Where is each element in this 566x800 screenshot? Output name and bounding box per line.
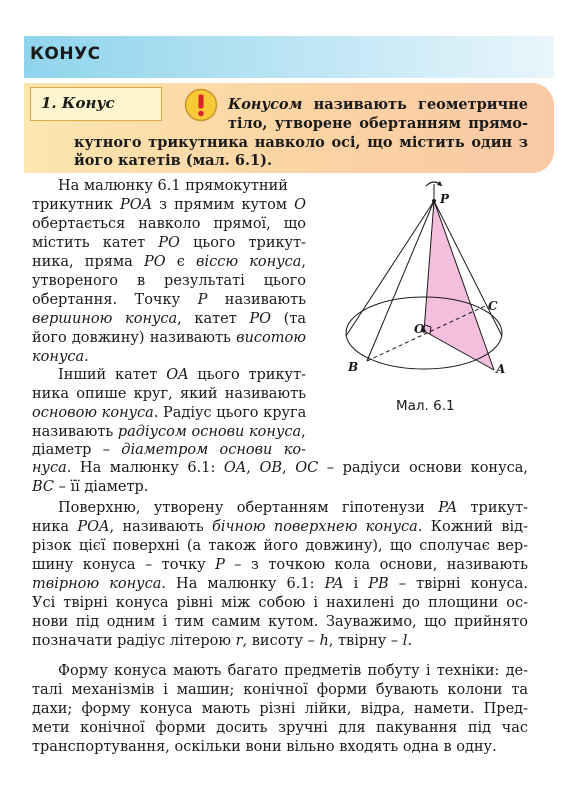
p3-line-3: різок цієї поверхні (а також його довжину), що сполучає вер- — [32, 538, 528, 554]
p2-line-5: діаметр – діаметром основи ко- — [32, 442, 306, 458]
p4-line-4: мети конічної форми досить зручні для пакування під час — [32, 720, 528, 736]
p1-line-7: обертання. Точку P називають — [32, 292, 307, 308]
p2-line-4: називають радіусом основи конуса, — [32, 424, 306, 440]
p1-line-9: його довжину) називають висотою — [32, 330, 306, 346]
cone-figure — [330, 176, 530, 396]
definition-line-4: його катетів (мал. 6.1). — [74, 152, 273, 169]
generatrix-pb — [367, 201, 434, 361]
p4-line-5: транспортування, оскільки вони вільно входять одна в одну. — [32, 739, 497, 755]
label-c: C — [488, 299, 498, 313]
section-label-text: 1. Конус — [41, 94, 115, 112]
p2-line-7: BC – її діаметр. — [32, 479, 149, 495]
p1-line-1: На малюнку 6.1 прямокутний — [58, 178, 288, 194]
label-o: O — [414, 322, 425, 336]
p2-line-2: ника опише круг, який називають — [32, 386, 306, 402]
p3-line-7: нови під одним і тим самим кутом. Зауважимо, що прийнято — [32, 614, 528, 630]
figure-caption: Мал. 6.1 — [396, 398, 455, 414]
p3-line-6: Усі твірні конуса рівні між собою і нахилені до площини ос- — [32, 595, 528, 611]
exclamation-icon — [184, 88, 218, 122]
p1-line-4: містить катет PO цього трикут- — [32, 235, 306, 251]
p3-line-4: шину конуса – точку P – з точкою кола основи, називають — [32, 557, 528, 573]
p3-line-5: твірною конуса. На малюнку 6.1: PA і PB – твірні конуса. — [32, 576, 528, 592]
p2-line-3: основою конуса. Радіус цього круга — [32, 405, 307, 421]
p1-line-3: обертається навколо прямої, що — [32, 216, 306, 232]
p4-line-1: Форму конуса мають багато предметів побуту і техніки: де- — [58, 663, 528, 679]
term-cone: Конусом — [228, 96, 303, 113]
p4-line-2: талі механізмів і машин; конічної форми бувають колони та — [32, 682, 528, 698]
p3-line-8: позначати радіус літерою r, висоту – h, твірну – l. — [32, 633, 413, 649]
section-label — [30, 87, 162, 121]
definition-line-3: кутного трикутника навколо осі, що містить один з — [74, 134, 528, 151]
definition-line-2: тіло, утворене обертанням прямо- — [228, 115, 528, 132]
p1-line-5: ника, пряма PO є віссю конуса, — [32, 254, 307, 270]
generatrix-left — [346, 201, 434, 336]
page-title: КОНУС — [30, 44, 101, 64]
p2-line-1: Інший катет OA цього трикут- — [58, 367, 306, 383]
header-band — [24, 36, 554, 78]
label-p: P — [440, 192, 450, 206]
p1-line-2: трикутник POA з прямим кутом O — [32, 197, 306, 213]
p3-line-1: Поверхню, утворену обертанням гіпотенузи PA трикут- — [58, 500, 528, 516]
p1-line-10: конуса. — [32, 349, 89, 365]
p1-line-6: утвореного в результаті цього — [32, 273, 306, 289]
definition-line-1: Конусом називають геометричне — [228, 96, 528, 113]
triangle-poa — [424, 201, 494, 370]
p1-line-8: вершиною конуса, катет PO (та — [32, 311, 306, 327]
p3-line-2: ника POA, називають бічною поверхнею конуса. Кожний від- — [32, 519, 528, 535]
p4-line-3: дахи; форму конуса мають різні лійки, відра, намети. Пред- — [32, 701, 528, 717]
label-b: B — [348, 360, 359, 374]
label-a: A — [496, 362, 506, 376]
p2-line-6: нуса. На малюнку 6.1: OA, OB, OC – радіуси основи конуса, — [32, 460, 528, 476]
